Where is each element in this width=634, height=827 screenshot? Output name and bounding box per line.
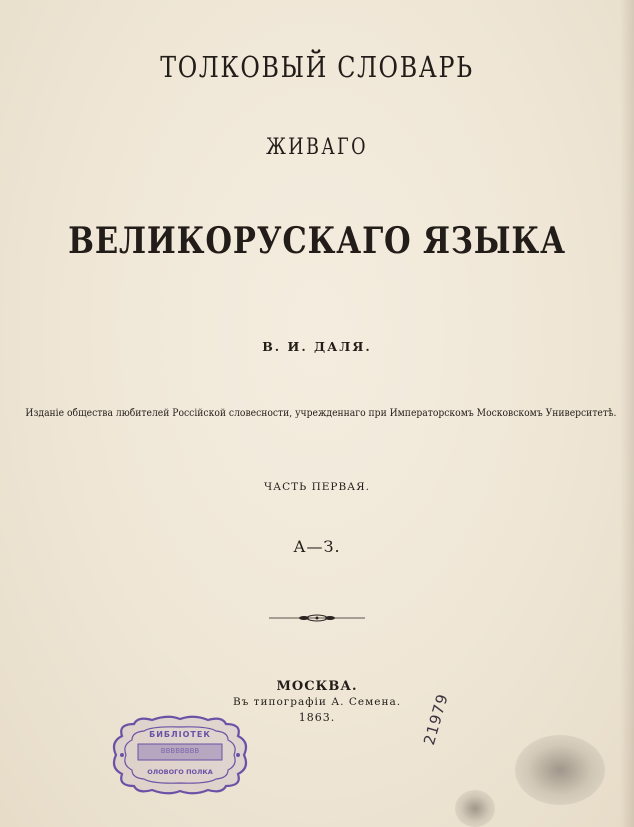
inventory-number: 21979 (420, 691, 452, 747)
letter-range: А—З. (293, 537, 341, 556)
title-line-2: ЖИВАГО (266, 135, 368, 160)
library-stamp (108, 712, 252, 798)
part-label: ЧАСТЬ ПЕРВАЯ. (264, 481, 370, 493)
ink-smudge (455, 790, 495, 827)
title-line-3: ВЕЛИКОРУСКАГО ЯЗЫКА (68, 220, 566, 262)
publisher-note: Изданіе общества любителей Россійской словесности, учрежденнаго при Императорскомъ Московскомъ Университетѣ. (25, 408, 617, 419)
stamp-top-text: БИБЛІОТЕК (149, 730, 211, 739)
ink-smudge (515, 735, 605, 805)
imprint-city: МОСКВА. (276, 679, 358, 694)
ornament-divider (267, 612, 367, 624)
stamp-frame-icon (108, 712, 252, 798)
imprint-printer: Въ типографіи А. Семена. (232, 696, 402, 708)
title-line-1: ТОЛКОВЫЙ СЛОВАРЬ (160, 50, 474, 84)
imprint-year: 1863. (298, 711, 336, 724)
author: В. И. ДАЛЯ. (262, 339, 372, 354)
stamp-middle-text: ВВВВВВВВ (160, 747, 200, 755)
stamp-bottom-text: ОЛОВОГО ПОЛКА (147, 768, 213, 776)
